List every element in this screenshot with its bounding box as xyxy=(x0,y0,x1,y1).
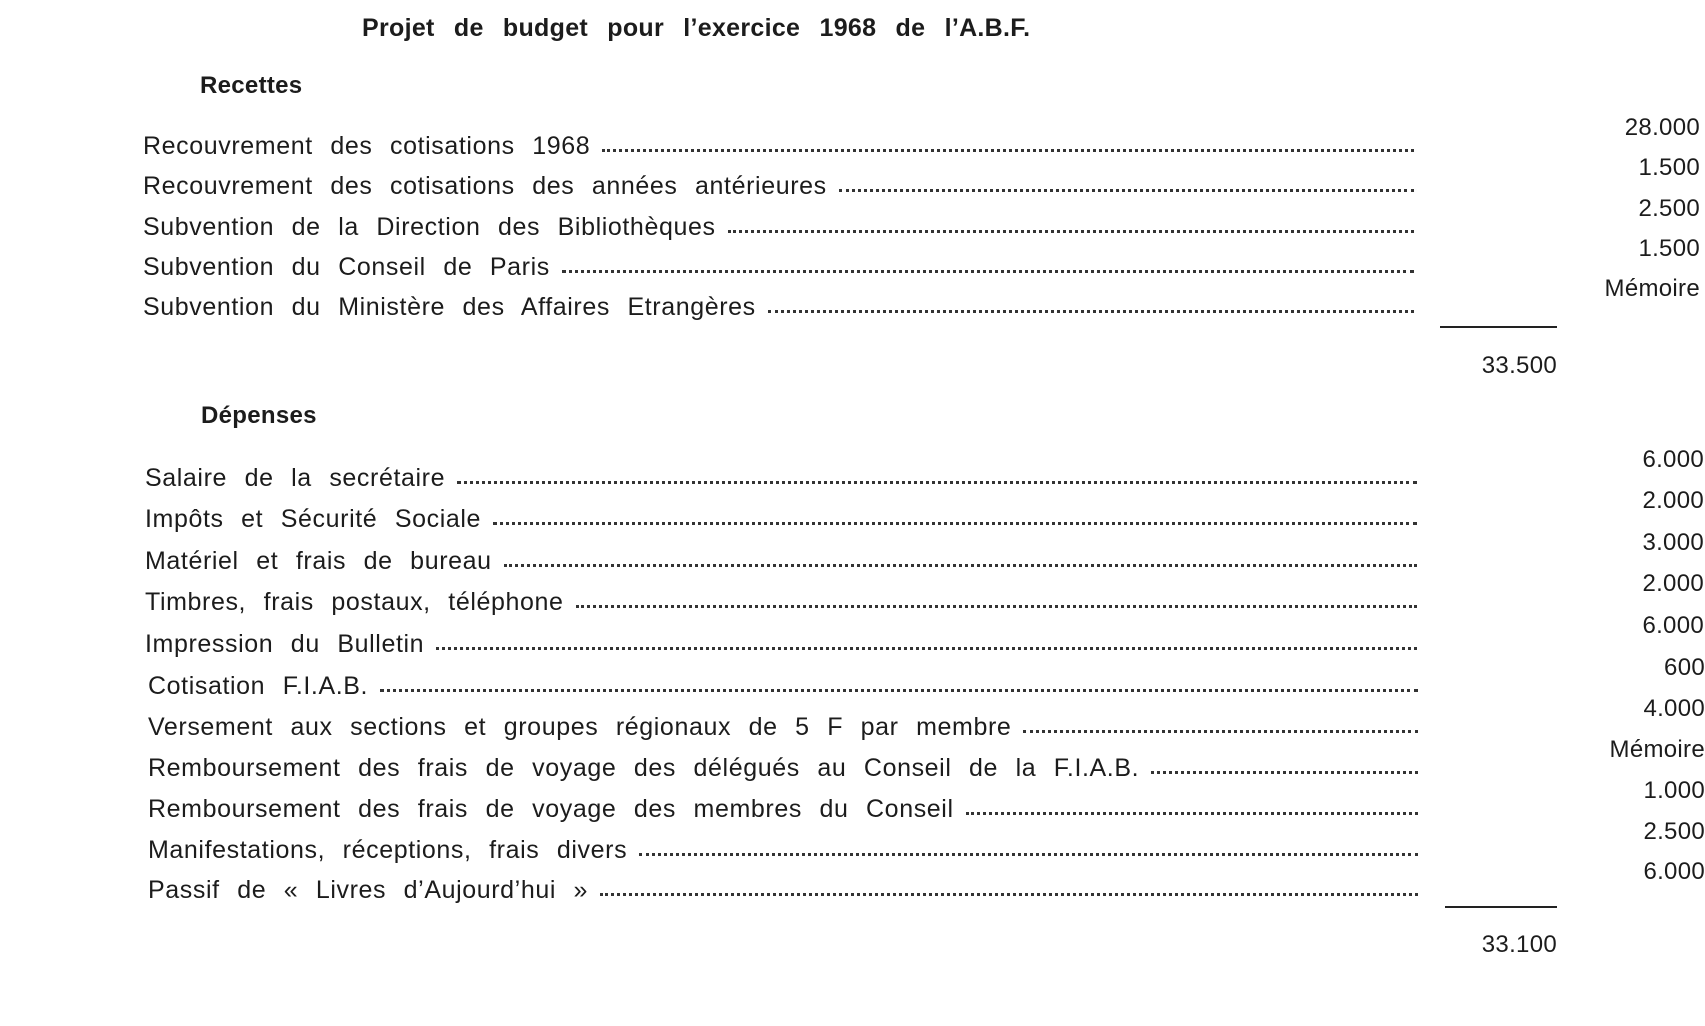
dot-leader xyxy=(380,689,1418,692)
list-item xyxy=(143,275,1700,322)
item-amount: 6.000 xyxy=(1643,858,1705,885)
dot-leader xyxy=(602,149,1414,152)
item-amount: 2.500 xyxy=(1643,818,1705,845)
item-label: Remboursement des frais de voyage des membres du Conseil xyxy=(148,795,954,823)
dot-leader xyxy=(436,647,1417,650)
list-item xyxy=(145,529,1704,576)
list-item xyxy=(145,487,1704,534)
item-amount: 6.000 xyxy=(1642,612,1704,639)
item-amount: 1.500 xyxy=(1638,235,1700,262)
item-amount: 1.000 xyxy=(1643,777,1705,804)
item-label: Manifestations, réceptions, frais divers xyxy=(148,836,628,864)
item-label: Recouvrement des cotisations 1968 xyxy=(143,132,591,160)
item-label: Remboursement des frais de voyage des délégués au Conseil de la F.I.A.B. xyxy=(148,754,1140,782)
list-item xyxy=(143,154,1700,201)
list-item xyxy=(143,235,1700,282)
list-item xyxy=(148,818,1705,865)
item-amount: 3.000 xyxy=(1642,529,1704,556)
item-label: Subvention du Ministère des Affaires Etrangères xyxy=(143,293,756,321)
dot-leader xyxy=(1151,771,1418,774)
item-label: Impôts et Sécurité Sociale xyxy=(145,505,482,533)
depenses-heading: Dépenses xyxy=(201,402,317,429)
dot-leader xyxy=(639,853,1418,856)
list-item xyxy=(148,858,1705,905)
recettes-sum-rule xyxy=(1440,326,1557,328)
item-label: Subvention de la Direction des Bibliothèques xyxy=(143,213,716,241)
dot-leader xyxy=(576,605,1417,608)
dot-leader xyxy=(966,812,1418,815)
item-label: Subvention du Conseil de Paris xyxy=(143,253,550,281)
recettes-heading: Recettes xyxy=(200,72,303,99)
list-item xyxy=(143,114,1700,161)
item-amount: Mémoire xyxy=(1604,275,1700,302)
dot-leader xyxy=(768,310,1414,313)
item-amount: Mémoire xyxy=(1609,736,1705,763)
item-amount: 28.000 xyxy=(1624,114,1700,141)
item-amount: 2.000 xyxy=(1642,570,1704,597)
item-label: Salaire de la secrétaire xyxy=(145,464,446,492)
dot-leader xyxy=(839,189,1414,192)
dot-leader xyxy=(504,564,1417,567)
item-amount: 2.000 xyxy=(1642,487,1704,514)
item-amount: 1.500 xyxy=(1638,154,1700,181)
item-amount: 2.500 xyxy=(1638,195,1700,222)
item-label: Matériel et frais de bureau xyxy=(145,547,492,575)
list-item xyxy=(148,695,1705,742)
dot-leader xyxy=(1023,730,1418,733)
item-label: Versement aux sections et groupes régionaux de 5 F par membre xyxy=(148,713,1012,741)
list-item xyxy=(143,195,1700,242)
list-item xyxy=(148,736,1705,783)
item-amount: 6.000 xyxy=(1642,446,1704,473)
list-item xyxy=(148,777,1705,824)
item-amount: 4.000 xyxy=(1643,695,1705,722)
depenses-sum-rule xyxy=(1445,906,1557,908)
item-label: Recouvrement des cotisations des années antérieures xyxy=(143,172,827,200)
list-item xyxy=(145,612,1704,659)
document-title: Projet de budget pour l’exercice 1968 de l’A.B.F. xyxy=(362,14,1031,42)
dot-leader xyxy=(728,230,1414,233)
list-item xyxy=(148,654,1705,701)
dot-leader xyxy=(600,893,1418,896)
item-label: Cotisation F.I.A.B. xyxy=(148,672,369,700)
recettes-total: 33.500 xyxy=(1481,352,1557,379)
depenses-total: 33.100 xyxy=(1481,931,1557,958)
item-label: Passif de « Livres d’Aujourd’hui » xyxy=(148,876,589,904)
item-label: Timbres, frais postaux, téléphone xyxy=(145,588,564,616)
dot-leader xyxy=(457,481,1417,484)
list-item xyxy=(145,446,1704,493)
item-label: Impression du Bulletin xyxy=(145,630,425,658)
item-amount: 600 xyxy=(1664,654,1705,681)
dot-leader xyxy=(562,270,1414,273)
list-item xyxy=(145,570,1704,617)
dot-leader xyxy=(493,522,1417,525)
